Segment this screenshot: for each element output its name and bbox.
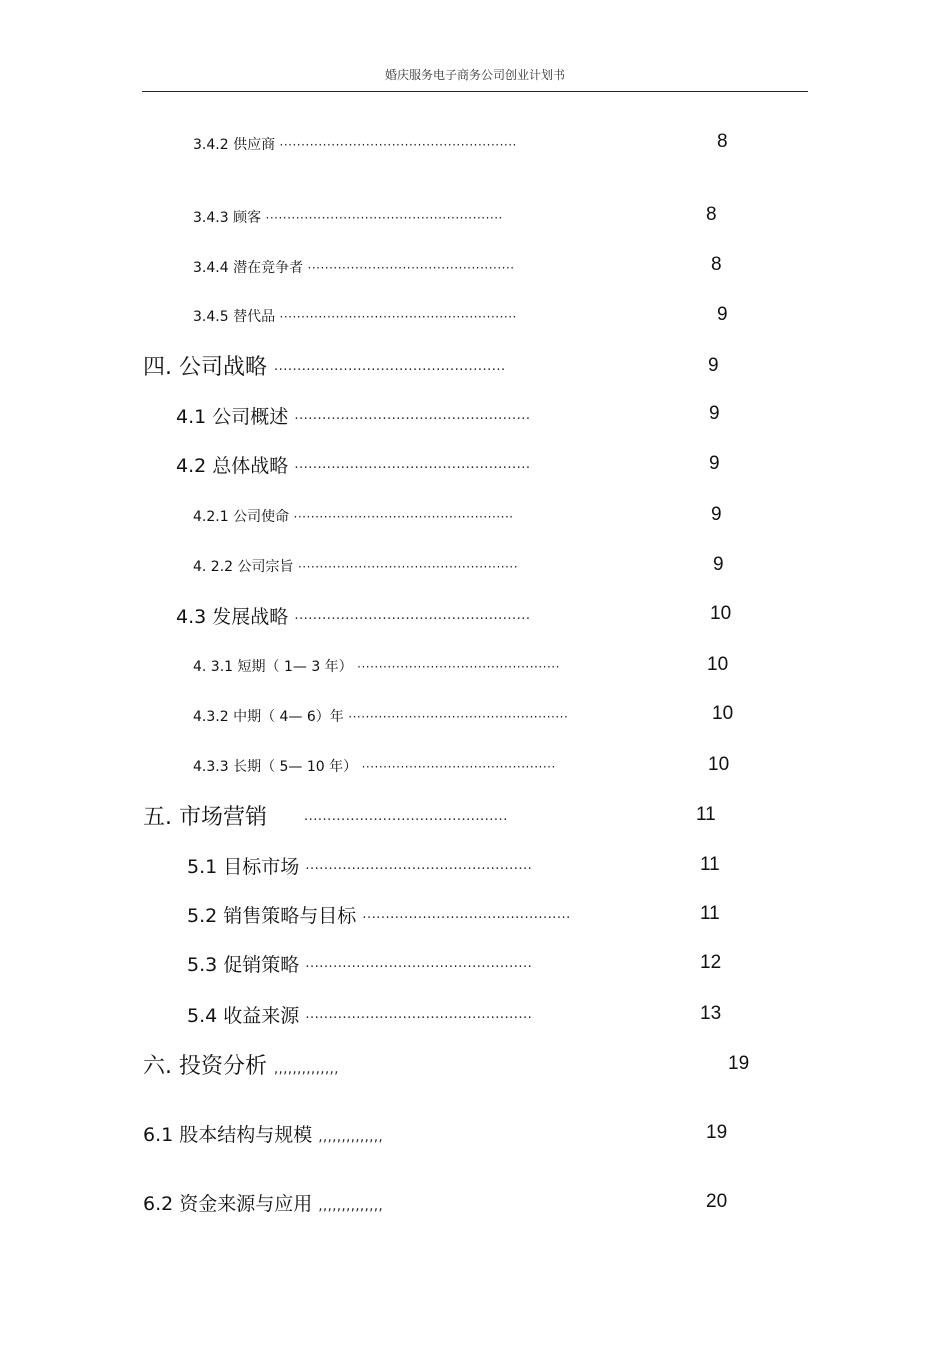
toc-entry-label: 4.3 发展战略 xyxy=(176,606,289,628)
toc-leader-dots: ······················································· xyxy=(279,310,517,324)
toc-leader-dots: ················································· xyxy=(305,862,533,877)
toc-page-number: 11 xyxy=(696,804,716,825)
toc-page-number: 10 xyxy=(708,754,730,775)
toc-page-number: 8 xyxy=(706,204,717,225)
toc-entry-label: 4.2 总体战略 xyxy=(176,455,289,477)
toc-leader-dots: ······················································· xyxy=(265,211,503,225)
toc-page-number: 20 xyxy=(706,1191,728,1212)
toc-leader-dots: ·················································· xyxy=(274,363,506,378)
toc-entry-chapter-4[interactable] xyxy=(143,350,506,381)
toc-entry-4-3-1[interactable] xyxy=(193,656,560,676)
toc-entry-label: 3.4.4 潜在竞争者 xyxy=(193,260,304,276)
toc-leader-dots: ,,,,,,,,,,,,,, xyxy=(318,1199,384,1214)
toc-leader-dots: ············································ xyxy=(304,813,508,828)
toc-entry-5-3[interactable] xyxy=(187,950,532,977)
toc-entry-label: 五. 市场营销 xyxy=(143,805,267,830)
toc-entry-6-2[interactable] xyxy=(143,1189,383,1216)
header-rule xyxy=(142,91,808,92)
toc-entry-label: 4.3.2 中期（ 4— 6）年 xyxy=(193,709,344,725)
toc-entry-label: 5.2 销售策略与目标 xyxy=(187,905,357,927)
toc-entry-4-3-2[interactable] xyxy=(193,706,568,726)
toc-entry-3-4-3[interactable] xyxy=(193,207,503,227)
toc-page-number: 11 xyxy=(700,903,720,924)
toc-entry-label: 四. 公司战略 xyxy=(143,355,267,380)
toc-entry-label: 3.4.3 顾客 xyxy=(193,210,262,226)
running-header: 婚庆服务电子商务公司创业计划书 xyxy=(384,68,565,82)
toc-entry-5-4[interactable] xyxy=(187,1001,532,1028)
toc-entry-label: 4.3.3 长期（ 5— 10 年） xyxy=(193,759,358,775)
toc-page-number: 9 xyxy=(711,504,722,525)
toc-entry-6-1[interactable] xyxy=(143,1120,383,1147)
toc-leader-dots: ············································· xyxy=(361,760,556,774)
toc-entry-4-2-2[interactable] xyxy=(193,556,518,576)
toc-page-number: 13 xyxy=(700,1003,722,1024)
toc-entry-3-4-4[interactable] xyxy=(193,257,515,277)
toc-entry-4-3[interactable] xyxy=(176,602,531,629)
toc-leader-dots: ··················································· xyxy=(348,710,569,724)
toc-page-number: 8 xyxy=(717,131,728,152)
toc-entry-chapter-6[interactable] xyxy=(143,1049,339,1080)
toc-leader-dots: ················································· xyxy=(305,960,533,975)
toc-leader-dots: ··············································· xyxy=(357,660,560,674)
toc-leader-dots: ,,,,,,,,,,,,,, xyxy=(318,1130,384,1145)
toc-page-number: 10 xyxy=(707,654,729,675)
toc-page-number: 19 xyxy=(706,1122,728,1143)
toc-entry-4-2[interactable] xyxy=(176,451,531,478)
toc-page-number: 11 xyxy=(700,854,720,875)
toc-entry-label: 3.4.2 供应商 xyxy=(193,137,276,153)
toc-page-number: 9 xyxy=(709,453,720,474)
toc-entry-label: 4.2.1 公司使命 xyxy=(193,509,290,525)
toc-page-number: 10 xyxy=(712,703,734,724)
toc-entry-3-4-5[interactable] xyxy=(193,306,517,326)
toc-entry-chapter-5[interactable] xyxy=(143,800,508,831)
toc-leader-dots: ············································· xyxy=(362,911,571,926)
toc-leader-dots: ··················································· xyxy=(294,612,531,627)
toc-leader-dots: ······················································· xyxy=(279,138,517,152)
toc-leader-dots: ,,,,,,,,,,,,,, xyxy=(274,1062,339,1077)
toc-entry-label: 6.1 股本结构与规模 xyxy=(143,1124,313,1146)
toc-page-number: 9 xyxy=(717,304,728,325)
toc-leader-dots: ················································· xyxy=(305,1011,533,1026)
toc-entry-5-1[interactable] xyxy=(187,852,532,879)
toc-entry-4-1[interactable] xyxy=(176,402,531,429)
toc-leader-dots: ··················································· xyxy=(293,510,514,524)
toc-page-number: 8 xyxy=(711,254,722,275)
toc-entry-label: 3.4.5 替代品 xyxy=(193,309,276,325)
toc-leader-dots: ················································ xyxy=(307,261,515,275)
toc-entry-label: 4. 2.2 公司宗旨 xyxy=(193,559,294,575)
toc-entry-label: 5.4 收益来源 xyxy=(187,1005,300,1027)
toc-page-number: 9 xyxy=(708,355,719,376)
toc-entry-4-2-1[interactable] xyxy=(193,506,514,526)
toc-entry-label: 6.2 资金来源与应用 xyxy=(143,1193,313,1215)
toc-page-number: 12 xyxy=(700,952,722,973)
toc-entry-label: 5.1 目标市场 xyxy=(187,856,300,878)
toc-entry-3-4-2[interactable] xyxy=(193,134,517,154)
toc-entry-label: 5.3 促销策略 xyxy=(187,954,300,976)
toc-entry-4-3-3[interactable] xyxy=(193,756,556,776)
toc-page-number: 9 xyxy=(713,554,724,575)
toc-entry-label: 4. 3.1 短期（ 1— 3 年） xyxy=(193,659,353,675)
toc-leader-dots: ··················································· xyxy=(294,412,531,427)
toc-entry-5-2[interactable] xyxy=(187,901,571,928)
toc-page-number: 19 xyxy=(728,1053,750,1074)
toc-page-number: 9 xyxy=(709,403,720,424)
toc-entry-label: 六. 投资分析 xyxy=(143,1054,267,1079)
toc-leader-dots: ··················································· xyxy=(294,461,531,476)
toc-entry-label: 4.1 公司概述 xyxy=(176,406,289,428)
toc-leader-dots: ··················································· xyxy=(297,560,519,574)
toc-page-number: 10 xyxy=(710,603,732,624)
